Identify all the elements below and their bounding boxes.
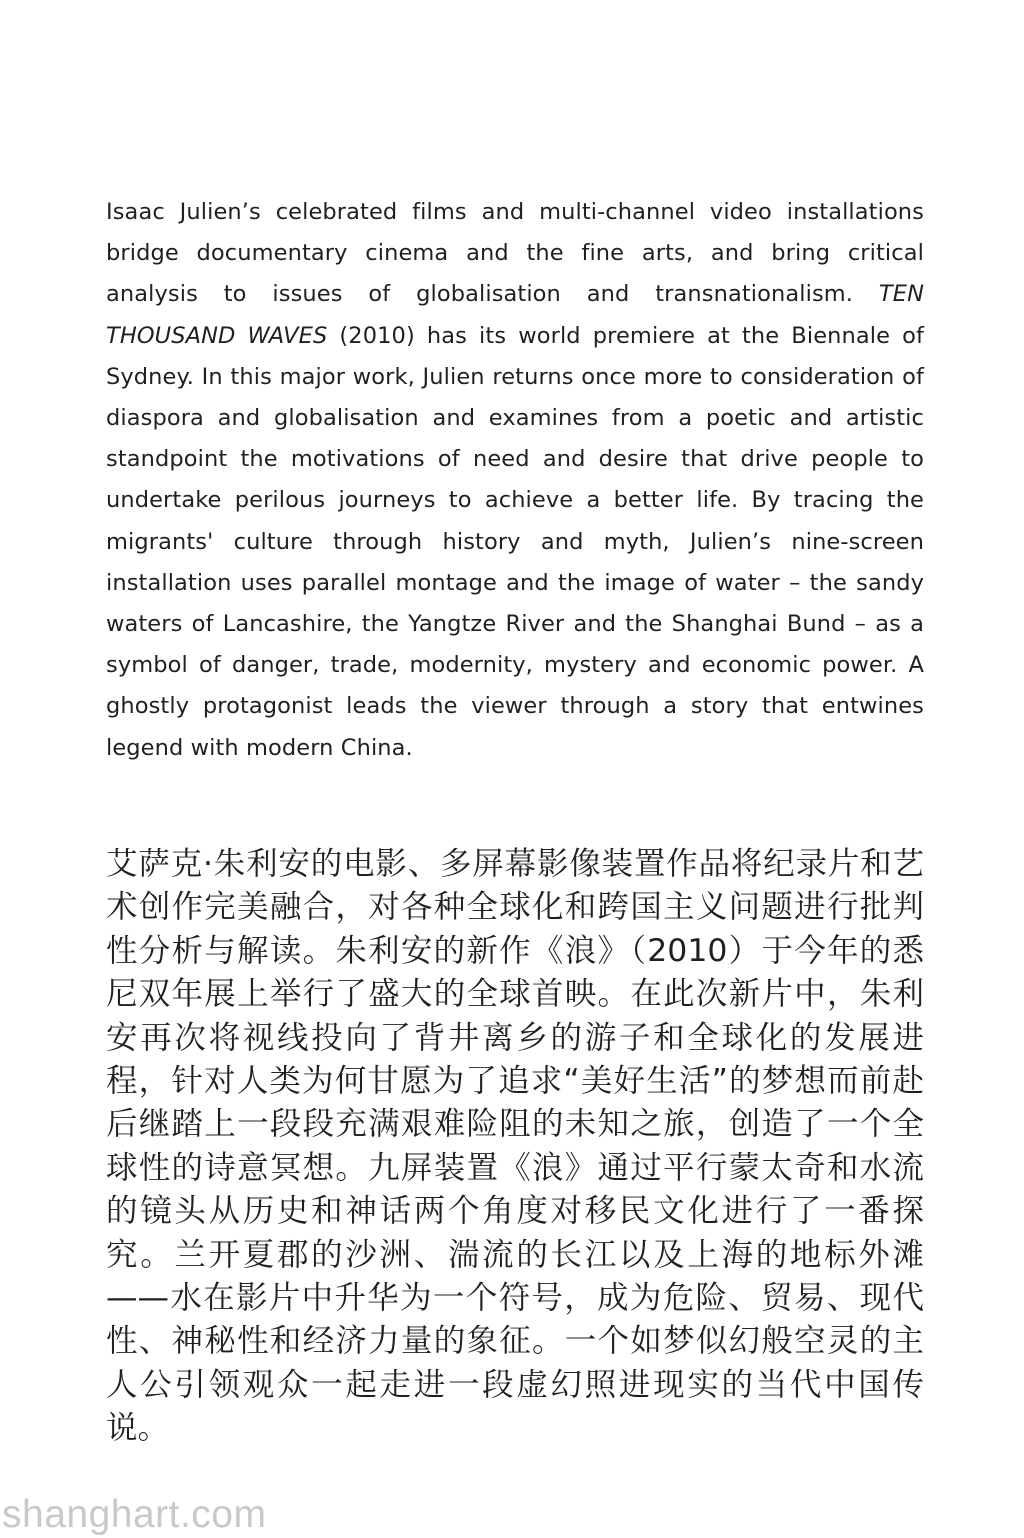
chinese-paragraph: 艾萨克·朱利安的电影、多屏幕影像装置作品将纪录片和艺术创作完美融合，对各种全球化和跨国主义问题进行批判性分析与解读。朱利安的新作《浪》（2010）于今年的悉尼双年展上举行了盛大的全球首映。在此次新片中，朱利安再次将视线投向了背井离乡的游子和全球化的发展进程，针对人类为何甘愿为了追求“美好生活”的梦想而前赴后继踏上一段段充满艰难险阻的未知之旅，创造了一个全球性的诗意冥想。九屏装置《浪》通过平行蒙太奇和水流的镜头从历史和神话两个角度对移民文化进行了一番探究。兰开夏郡的沙洲、湍流的长江以及上海的地标外滩——水在影片中升华为一个符号，成为危险、贸易、现代性、神秘性和经济力量的象征。一个如梦似幻般空灵的主人公引领观众一起走进一段虚幻照进现实的当代中国传说。: [106, 846, 924, 1447]
english-text-part2: (2010) has its world premiere at the Biennale of Sydney. In this major work, Julien returns once more to consideration of diaspora and globalisation and examines from a poetic and artistic standpoint the motivations of need and desire that drive people to undertake perilous journeys to achieve a better life. By tracing the migrants' culture through history and myth, Julien’s nine-screen installation uses parallel montage and the image of water – the sandy waters of Lancashire, the Yangtze River and the Shanghai Bund – as a symbol of danger, trade, modernity, mystery and economic power. A ghostly protagonist leads the viewer through a story that entwines legend with modern China.: [106, 322, 925, 761]
artwork-title-italic: TEN THOUSAND WAVES: [106, 281, 924, 349]
english-paragraph: [106, 192, 924, 769]
english-text-part1: Isaac Julien’s celebrated films and multi-channel video installations bridge documentary cinema and the fine arts, and bring critical analysis to issues of globalisation and transnationalism.: [106, 199, 924, 308]
watermark: shanghart.com: [2, 1493, 267, 1536]
